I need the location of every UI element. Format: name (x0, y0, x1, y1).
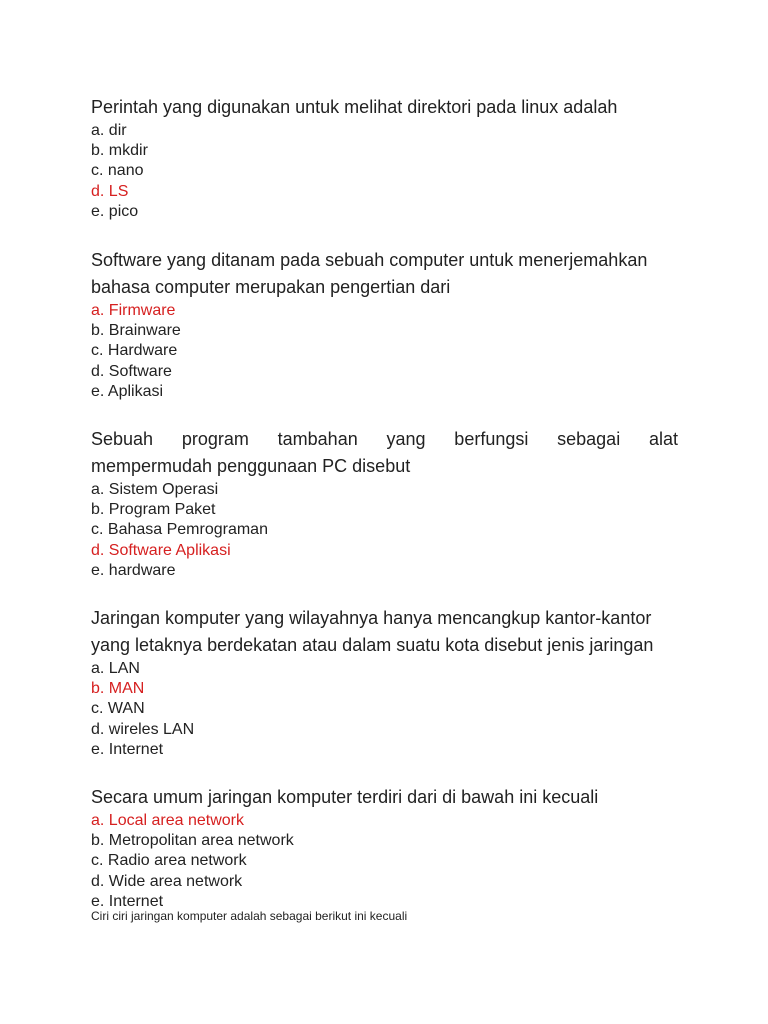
question-text: Perintah yang digunakan untuk melihat direktori pada linux adalah (91, 97, 618, 117)
option-a: a. dir (91, 122, 127, 139)
option-b: b. Metropolitan area network (91, 832, 294, 850)
option-c: c. nano (91, 162, 144, 180)
option-d: d. wireles LAN (91, 720, 195, 738)
option-b: b. mkdir (91, 142, 148, 160)
option-a: a. LAN (91, 660, 140, 677)
option-c: c. Bahasa Pemrograman (91, 521, 268, 539)
option-e: e. pico (91, 202, 139, 220)
option-b: b. Brainware (91, 322, 181, 340)
option-d: d. Software (91, 362, 172, 380)
question-text: Secara umum jaringan komputer terdiri dari di bawah ini kecuali (91, 787, 599, 807)
option-e: e. hardware (91, 561, 176, 579)
option-e: e. Internet (91, 740, 164, 758)
question-text (91, 426, 678, 480)
option-a: a. Sistem Operasi (91, 481, 219, 498)
question-2 (91, 247, 678, 402)
answer-options (91, 301, 678, 402)
question-text: Jaringan komputer yang wilayahnya hanya mencangkup kantor-kantor yang letaknya berdekatan atau dalam suatu kota disebut jenis jaringan (91, 608, 654, 655)
answer-options (91, 811, 678, 912)
answer-options (91, 659, 678, 760)
question-5 (91, 784, 678, 912)
option-a-correct: a. Local area network (91, 812, 244, 829)
option-d-correct: d. Software Aplikasi (91, 541, 231, 559)
question-3 (91, 426, 678, 581)
option-e: e. Aplikasi (91, 382, 164, 400)
option-b-correct: b. MAN (91, 680, 145, 698)
answer-options (91, 480, 678, 581)
next-question-text: Ciri ciri jaringan komputer adalah sebagai berikut ini kecuali (91, 909, 408, 923)
option-c: c. Hardware (91, 342, 178, 360)
option-e: e. Internet (91, 892, 164, 910)
answer-options (91, 121, 678, 222)
question-1 (91, 94, 678, 222)
option-c: c. WAN (91, 700, 145, 718)
option-c: c. Radio area network (91, 852, 247, 870)
option-d: d. Wide area network (91, 872, 243, 890)
question-text-line-2: mempermudah penggunaan PC disebut (91, 456, 411, 476)
option-d-correct: d. LS (91, 182, 129, 200)
option-a-correct: a. Firmware (91, 302, 176, 319)
question-text: Software yang ditanam pada sebuah computer untuk menerjemahkan bahasa computer merupakan pengertian dari (91, 250, 648, 297)
option-b: b. Program Paket (91, 501, 216, 519)
question-4 (91, 605, 678, 760)
question-text-line-1: Sebuah program tambahan yang berfungsi sebagai alat (91, 429, 678, 449)
